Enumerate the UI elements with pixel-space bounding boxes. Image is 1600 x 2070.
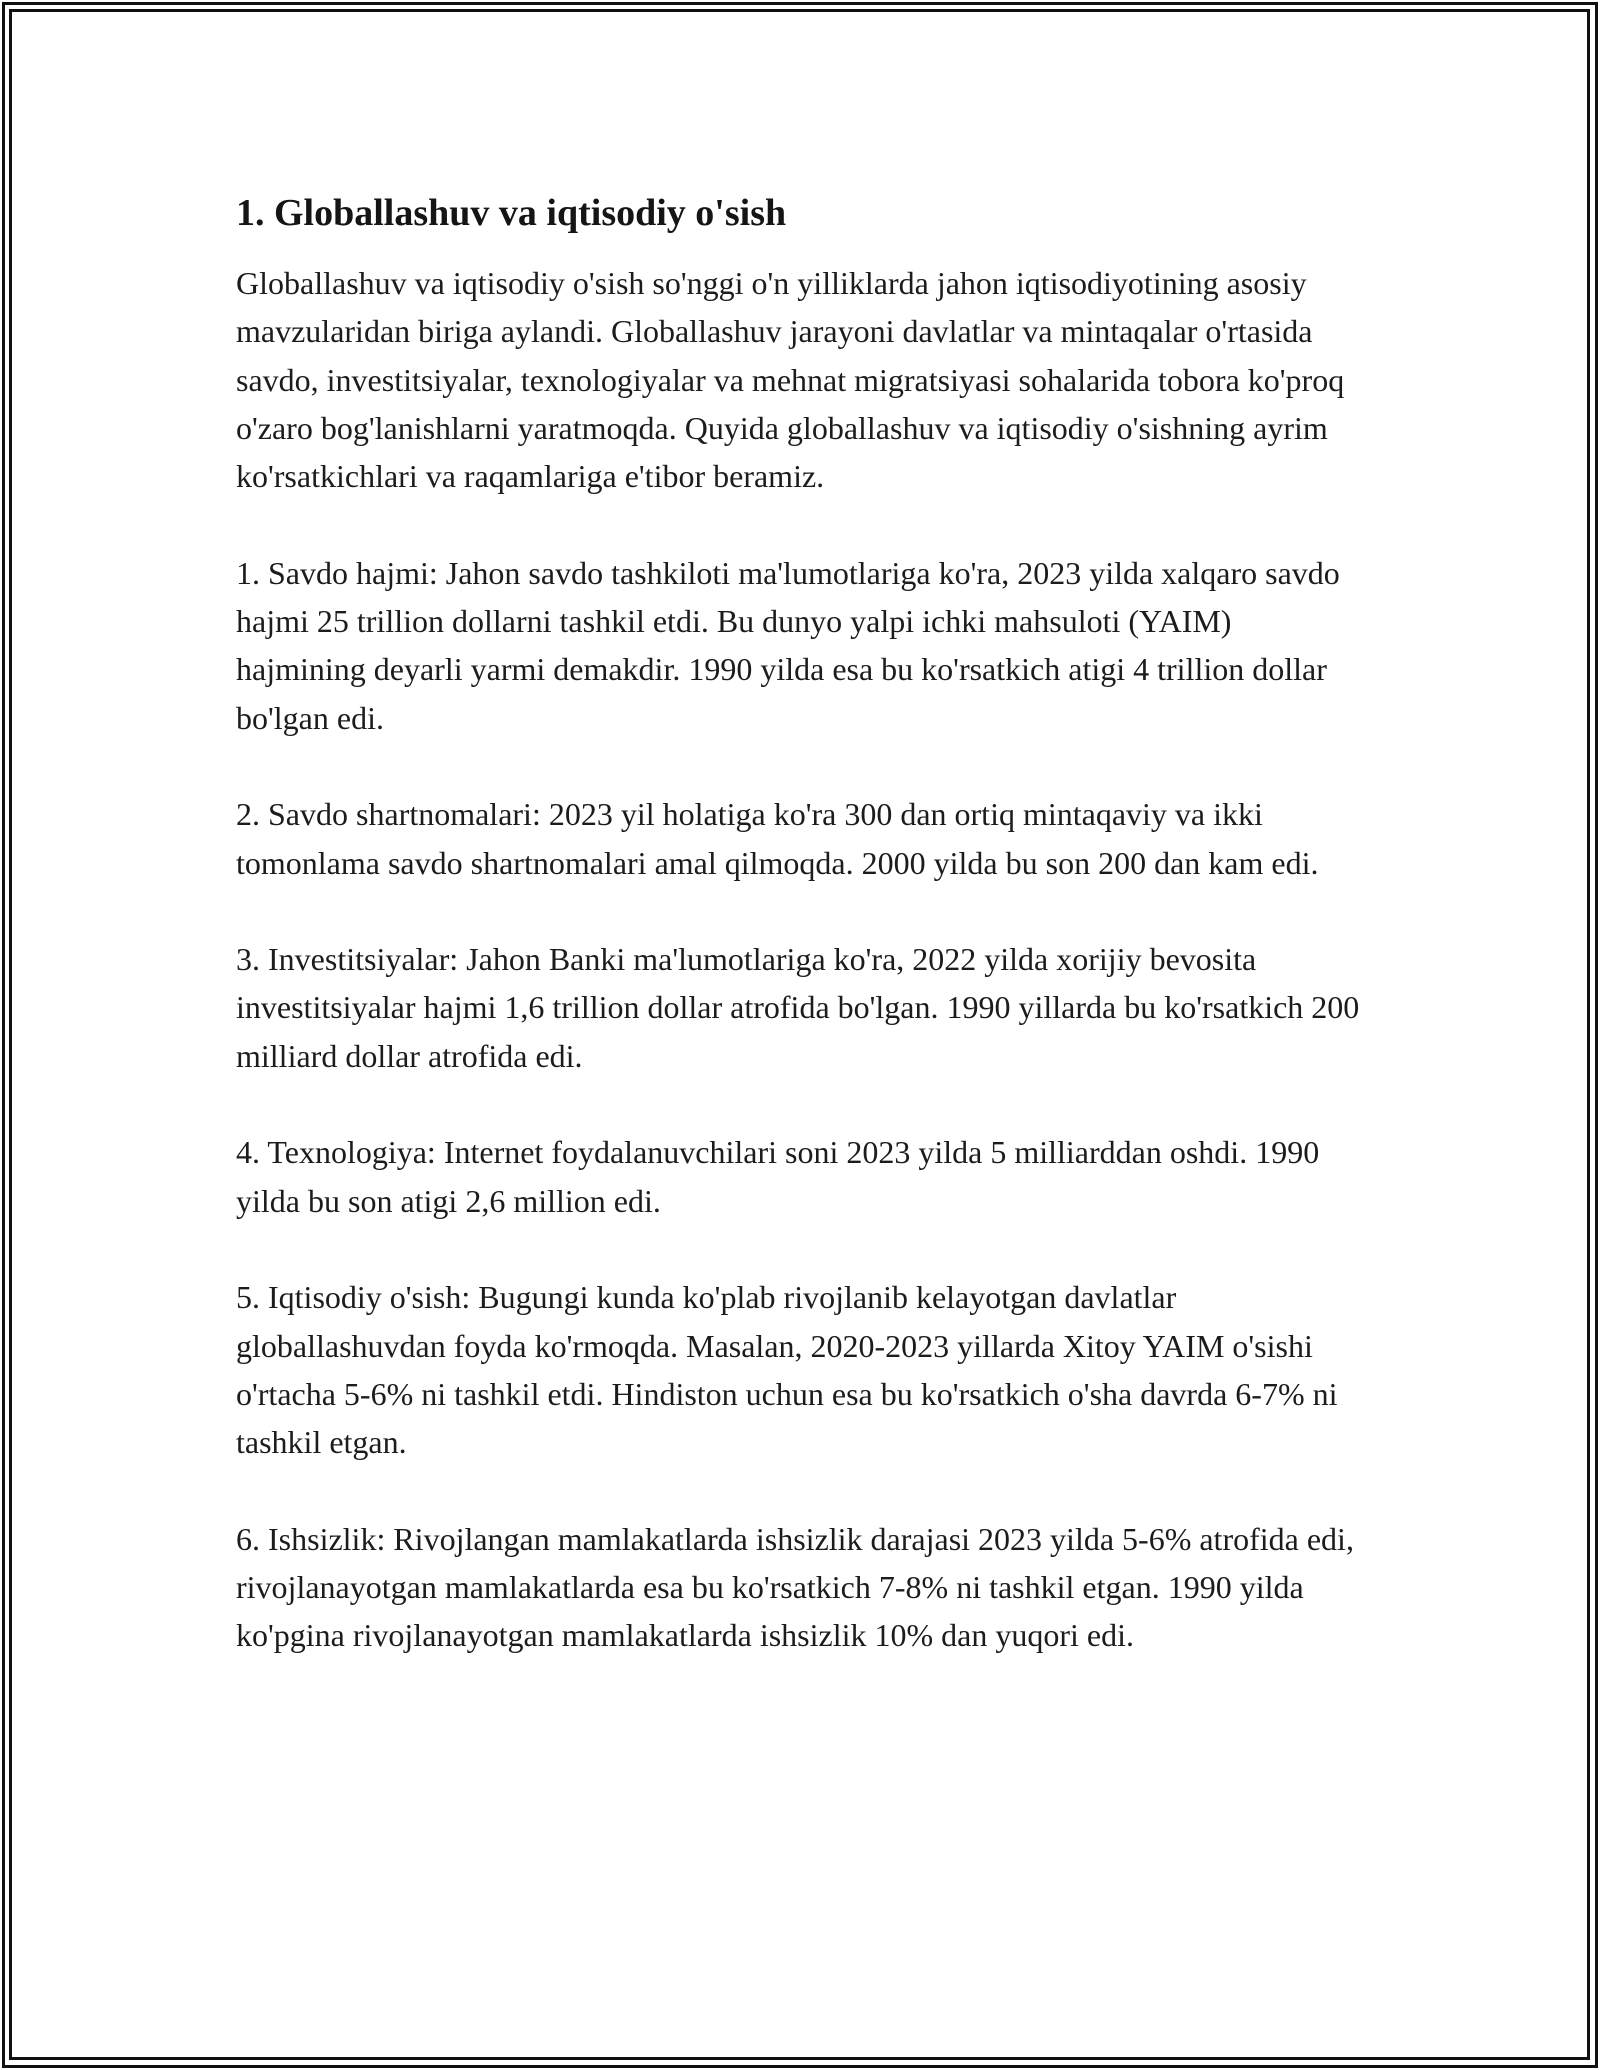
paragraph-investments: 3. Investitsiyalar: Jahon Banki ma'lumotlariga ko'ra, 2022 yilda xorijiy bevosita investitsiyalar hajmi 1,6 trillion dollar atrofida bo'lgan. 1990 yillarda bu ko'rsatkich 200 milliard dollar atrofida edi. bbox=[236, 941, 1360, 1074]
document-body bbox=[236, 188, 1366, 1708]
paragraph-economic-growth: 5. Iqtisodiy o'sish: Bugungi kunda ko'plab rivojlanib kelayotgan davlatlar globallashuvdan foyda ko'rmoqda. Masalan, 2020-2023 yillarda Xitoy YAIM o'sishi o'rtacha 5-6% ni tashkil etdi. Hindiston uchun esa bu ko'rsatkich o'sha davrda 6-7% ni tashkil etgan. bbox=[236, 1279, 1338, 1461]
paragraph-technology: 4. Texnologiya: Internet foydalanuvchilari soni 2023 yilda 5 milliarddan oshdi. 1990 yilda bu son atigi 2,6 million edi. bbox=[236, 1134, 1320, 1219]
paragraph-unemployment: 6. Ishsizlik: Rivojlangan mamlakatlarda ishsizlik darajasi 2023 yilda 5-6% atrofida edi, rivojlanayotgan mamlakatlarda esa bu ko'rsatkich 7-8% ni tashkil etgan. 1990 yilda ko'pgina rivojlanayotgan mamlakatlarda ishsizlik 10% dan yuqori edi. bbox=[236, 1520, 1354, 1654]
document-title: 1. Globallashuv va iqtisodiy o'sish bbox=[236, 192, 787, 234]
paragraph-trade-agreements: 2. Savdo shartnomalari: 2023 yil holatiga ko'ra 300 dan ortiq mintaqaviy va ikki tomonlama savdo shartnomalari amal qilmoqda. 2000 yilda bu son 200 dan kam edi. bbox=[236, 796, 1319, 881]
intro-paragraph: Globallashuv va iqtisodiy o'sish so'nggi o'n yilliklarda jahon iqtisodiyotining asosiy mavzularidan biriga aylandi. Globallashuv jarayoni davlatlar va mintaqalar o'rtasida savdo, investitsiyalar, texnologiyalar va mehnat migratsiyasi sohalarida tobora ko'proq o'zaro bog'lanishlarni yaratmoqda. Quyida globallashuv va iqtisodiy o'sishning ayrim ko'rsatkichlari va raqamlariga e'tibor beramiz. bbox=[236, 265, 1345, 495]
paragraph-trade-volume: 1. Savdo hajmi: Jahon savdo tashkiloti ma'lumotlariga ko'ra, 2023 yilda xalqaro savdo hajmi 25 trillion dollarni tashkil etdi. Bu dunyo yalpi ichki mahsuloti (YAIM) hajmining deyarli yarmi demakdir. 1990 yilda esa bu ko'rsatkich atigi 4 trillion dollar bo'lgan edi. bbox=[236, 554, 1340, 736]
